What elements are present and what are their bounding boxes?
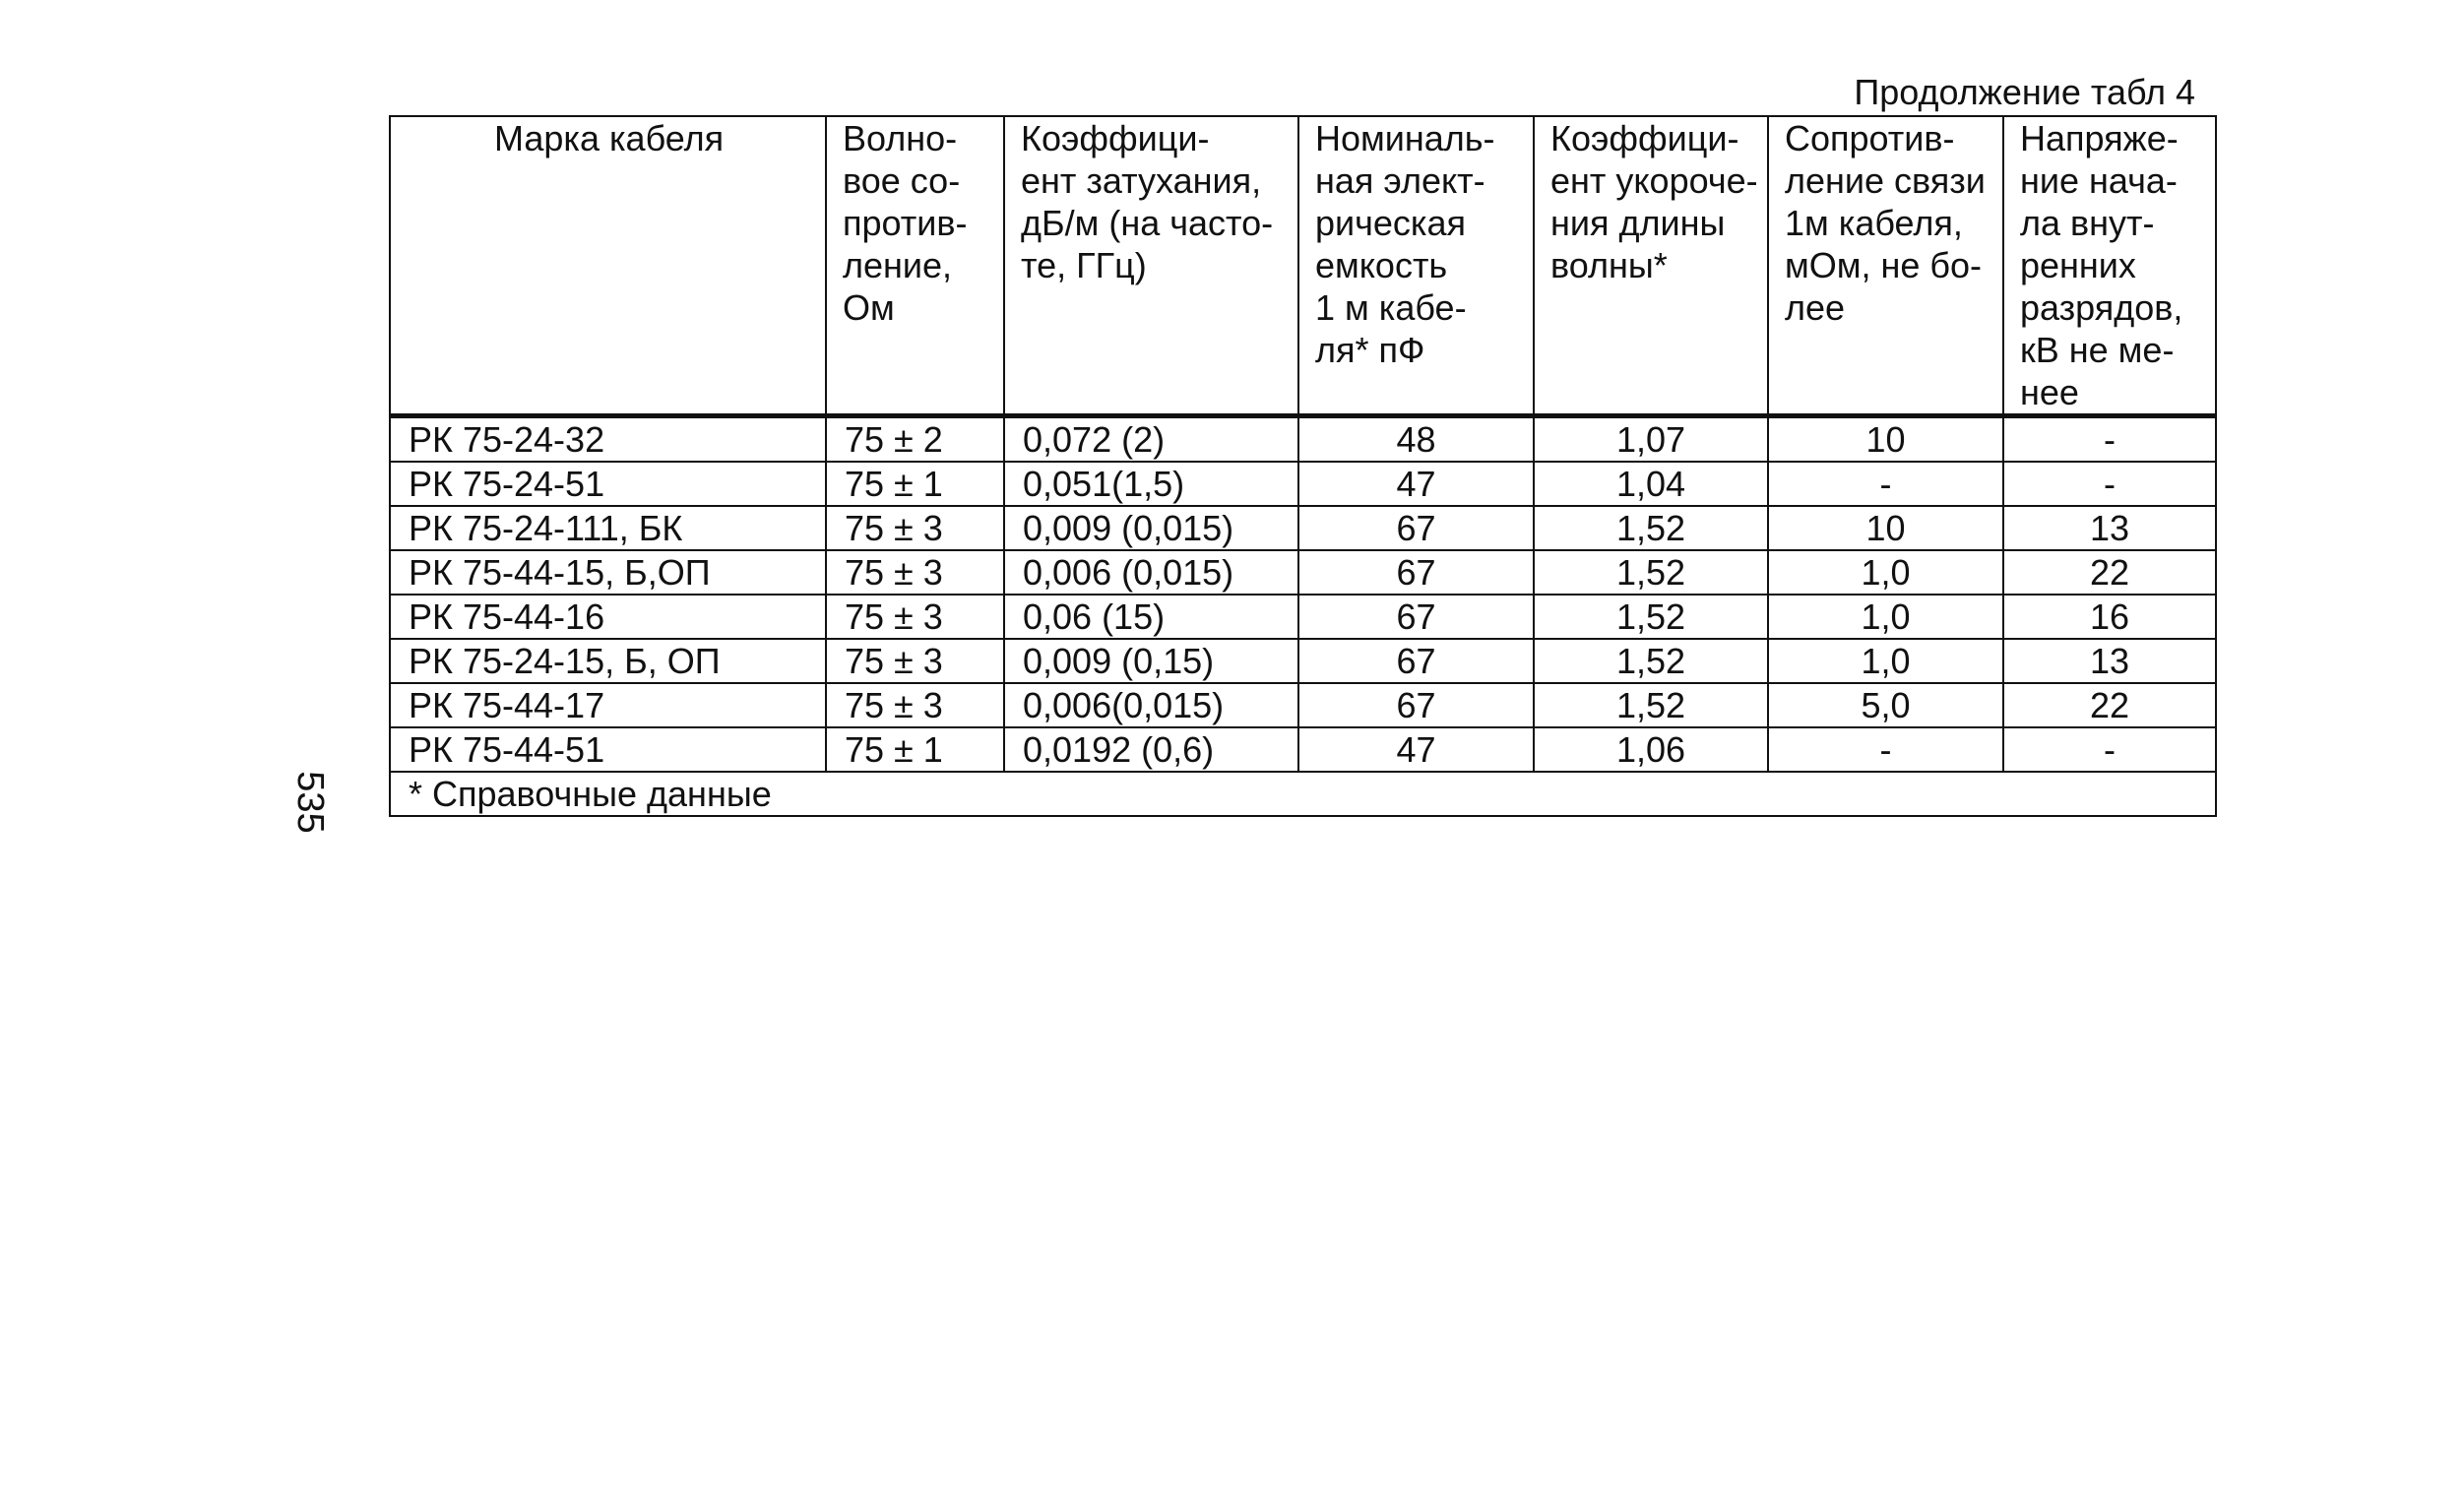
table-cell: 75 ± 1 — [826, 727, 1004, 772]
table-cell: 1,07 — [1534, 416, 1768, 463]
header-line: 1м кабеля, — [1785, 203, 1963, 243]
header-line: Номиналь- — [1315, 118, 1495, 158]
table-cell: 1,0 — [1768, 595, 2003, 639]
table-row — [390, 683, 2216, 727]
header-line: ление, — [843, 245, 953, 285]
table-row — [390, 416, 2216, 463]
header-wave-impedance — [826, 116, 1004, 416]
table-cell: 1,52 — [1534, 595, 1768, 639]
table-cell: 1,52 — [1534, 506, 1768, 550]
table-cell: 10 — [1768, 416, 2003, 463]
footnote-row — [390, 772, 2216, 816]
table-cell: 22 — [2003, 550, 2216, 595]
table-cell: 75 ± 3 — [826, 683, 1004, 727]
table-cell: 16 — [2003, 595, 2216, 639]
header-line: Коэффици- — [1550, 118, 1739, 158]
header-line: ент укороче- — [1550, 160, 1758, 201]
table-cell: 75 ± 3 — [826, 550, 1004, 595]
header-shortening-factor — [1534, 116, 1768, 416]
table-cell: 10 — [1768, 506, 2003, 550]
table-cell: 0,072 (2) — [1004, 416, 1298, 463]
table-cell: 75 ± 2 — [826, 416, 1004, 463]
header-line: волны* — [1550, 245, 1668, 285]
table-row — [390, 462, 2216, 506]
header-line: Ом — [843, 287, 895, 328]
table-caption: Продолжение табл 4 — [1854, 72, 2195, 112]
header-line: ление связи — [1785, 160, 1986, 201]
table-cell: 1,52 — [1534, 683, 1768, 727]
table-body — [390, 416, 2216, 817]
header-line: ля* пФ — [1315, 330, 1425, 370]
table-cell: 67 — [1298, 550, 1534, 595]
table-cell: РК 75-44-51 — [390, 727, 826, 772]
header-line: вое со- — [843, 160, 961, 201]
table-footnote: * Справочные данные — [390, 772, 2216, 816]
table-cell: 47 — [1298, 727, 1534, 772]
table-row — [390, 595, 2216, 639]
header-line: против- — [843, 203, 968, 243]
header-coupling-resistance — [1768, 116, 2003, 416]
table-cell: РК 75-44-15, Б,ОП — [390, 550, 826, 595]
table-cell: 13 — [2003, 639, 2216, 683]
header-line: Напряже- — [2020, 118, 2179, 158]
table-cell: 0,009 (0,15) — [1004, 639, 1298, 683]
table-cell: 75 ± 1 — [826, 462, 1004, 506]
table-cell: 67 — [1298, 639, 1534, 683]
page-number: 535 — [289, 771, 331, 834]
header-line: рическая — [1315, 203, 1466, 243]
table-cell: 67 — [1298, 506, 1534, 550]
header-line: ент затухания, — [1021, 160, 1262, 201]
table-row — [390, 639, 2216, 683]
cable-spec-table — [389, 115, 2217, 817]
header-line: ние нача- — [2020, 160, 2178, 201]
table-cell: 0,0192 (0,6) — [1004, 727, 1298, 772]
header-line: нее — [2020, 372, 2079, 412]
header-capacitance — [1298, 116, 1534, 416]
table-cell: 0,006 (0,015) — [1004, 550, 1298, 595]
table-cell: РК 75-24-32 — [390, 416, 826, 463]
table-header — [390, 116, 2216, 416]
table-cell: 67 — [1298, 683, 1534, 727]
table-cell: 1,52 — [1534, 550, 1768, 595]
header-row — [390, 116, 2216, 416]
table-cell: 47 — [1298, 462, 1534, 506]
table-cell: - — [1768, 462, 2003, 506]
header-line: Волно- — [843, 118, 958, 158]
table-cell: - — [2003, 727, 2216, 772]
header-line: мОм, не бо- — [1785, 245, 1983, 285]
table-row — [390, 550, 2216, 595]
header-attenuation — [1004, 116, 1298, 416]
table-cell: 67 — [1298, 595, 1534, 639]
table-cell: 0,051(1,5) — [1004, 462, 1298, 506]
header-line: Марка кабеля — [494, 118, 725, 158]
header-line: лее — [1785, 287, 1846, 328]
table-cell: РК 75-44-16 — [390, 595, 826, 639]
table-cell: РК 75-24-51 — [390, 462, 826, 506]
header-line: ная элект- — [1315, 160, 1485, 201]
table-row — [390, 727, 2216, 772]
header-discharge-voltage — [2003, 116, 2216, 416]
header-line: Сопротив- — [1785, 118, 1955, 158]
table-cell: РК 75-24-15, Б, ОП — [390, 639, 826, 683]
table-cell: 1,0 — [1768, 550, 2003, 595]
table-cell: 1,06 — [1534, 727, 1768, 772]
table-cell: 0,009 (0,015) — [1004, 506, 1298, 550]
header-line: Коэффици- — [1021, 118, 1210, 158]
table-cell: РК 75-44-17 — [390, 683, 826, 727]
table-cell: 0,006(0,015) — [1004, 683, 1298, 727]
table-cell: - — [1768, 727, 2003, 772]
table-cell: 1,04 — [1534, 462, 1768, 506]
header-line: ния длины — [1550, 203, 1726, 243]
header-line: ренних — [2020, 245, 2136, 285]
table-cell: - — [2003, 416, 2216, 463]
header-line: емкость — [1315, 245, 1448, 285]
table-cell: 1,0 — [1768, 639, 2003, 683]
header-line: кВ не ме- — [2020, 330, 2175, 370]
table-cell: - — [2003, 462, 2216, 506]
table-cell: 75 ± 3 — [826, 639, 1004, 683]
header-line: дБ/м (на часто- — [1021, 203, 1274, 243]
table-cell: 1,52 — [1534, 639, 1768, 683]
header-line: те, ГГц) — [1021, 245, 1147, 285]
header-cable-brand — [390, 116, 826, 416]
table-cell: 0,06 (15) — [1004, 595, 1298, 639]
table-cell: 48 — [1298, 416, 1534, 463]
header-line: разрядов, — [2020, 287, 2183, 328]
table-cell: 75 ± 3 — [826, 506, 1004, 550]
header-line: ла внут- — [2020, 203, 2155, 243]
table-cell: 5,0 — [1768, 683, 2003, 727]
table-row — [390, 506, 2216, 550]
table-cell: 75 ± 3 — [826, 595, 1004, 639]
header-line: 1 м кабе- — [1315, 287, 1467, 328]
table-cell: 22 — [2003, 683, 2216, 727]
table-cell: РК 75-24-111, БК — [390, 506, 826, 550]
table-cell: 13 — [2003, 506, 2216, 550]
